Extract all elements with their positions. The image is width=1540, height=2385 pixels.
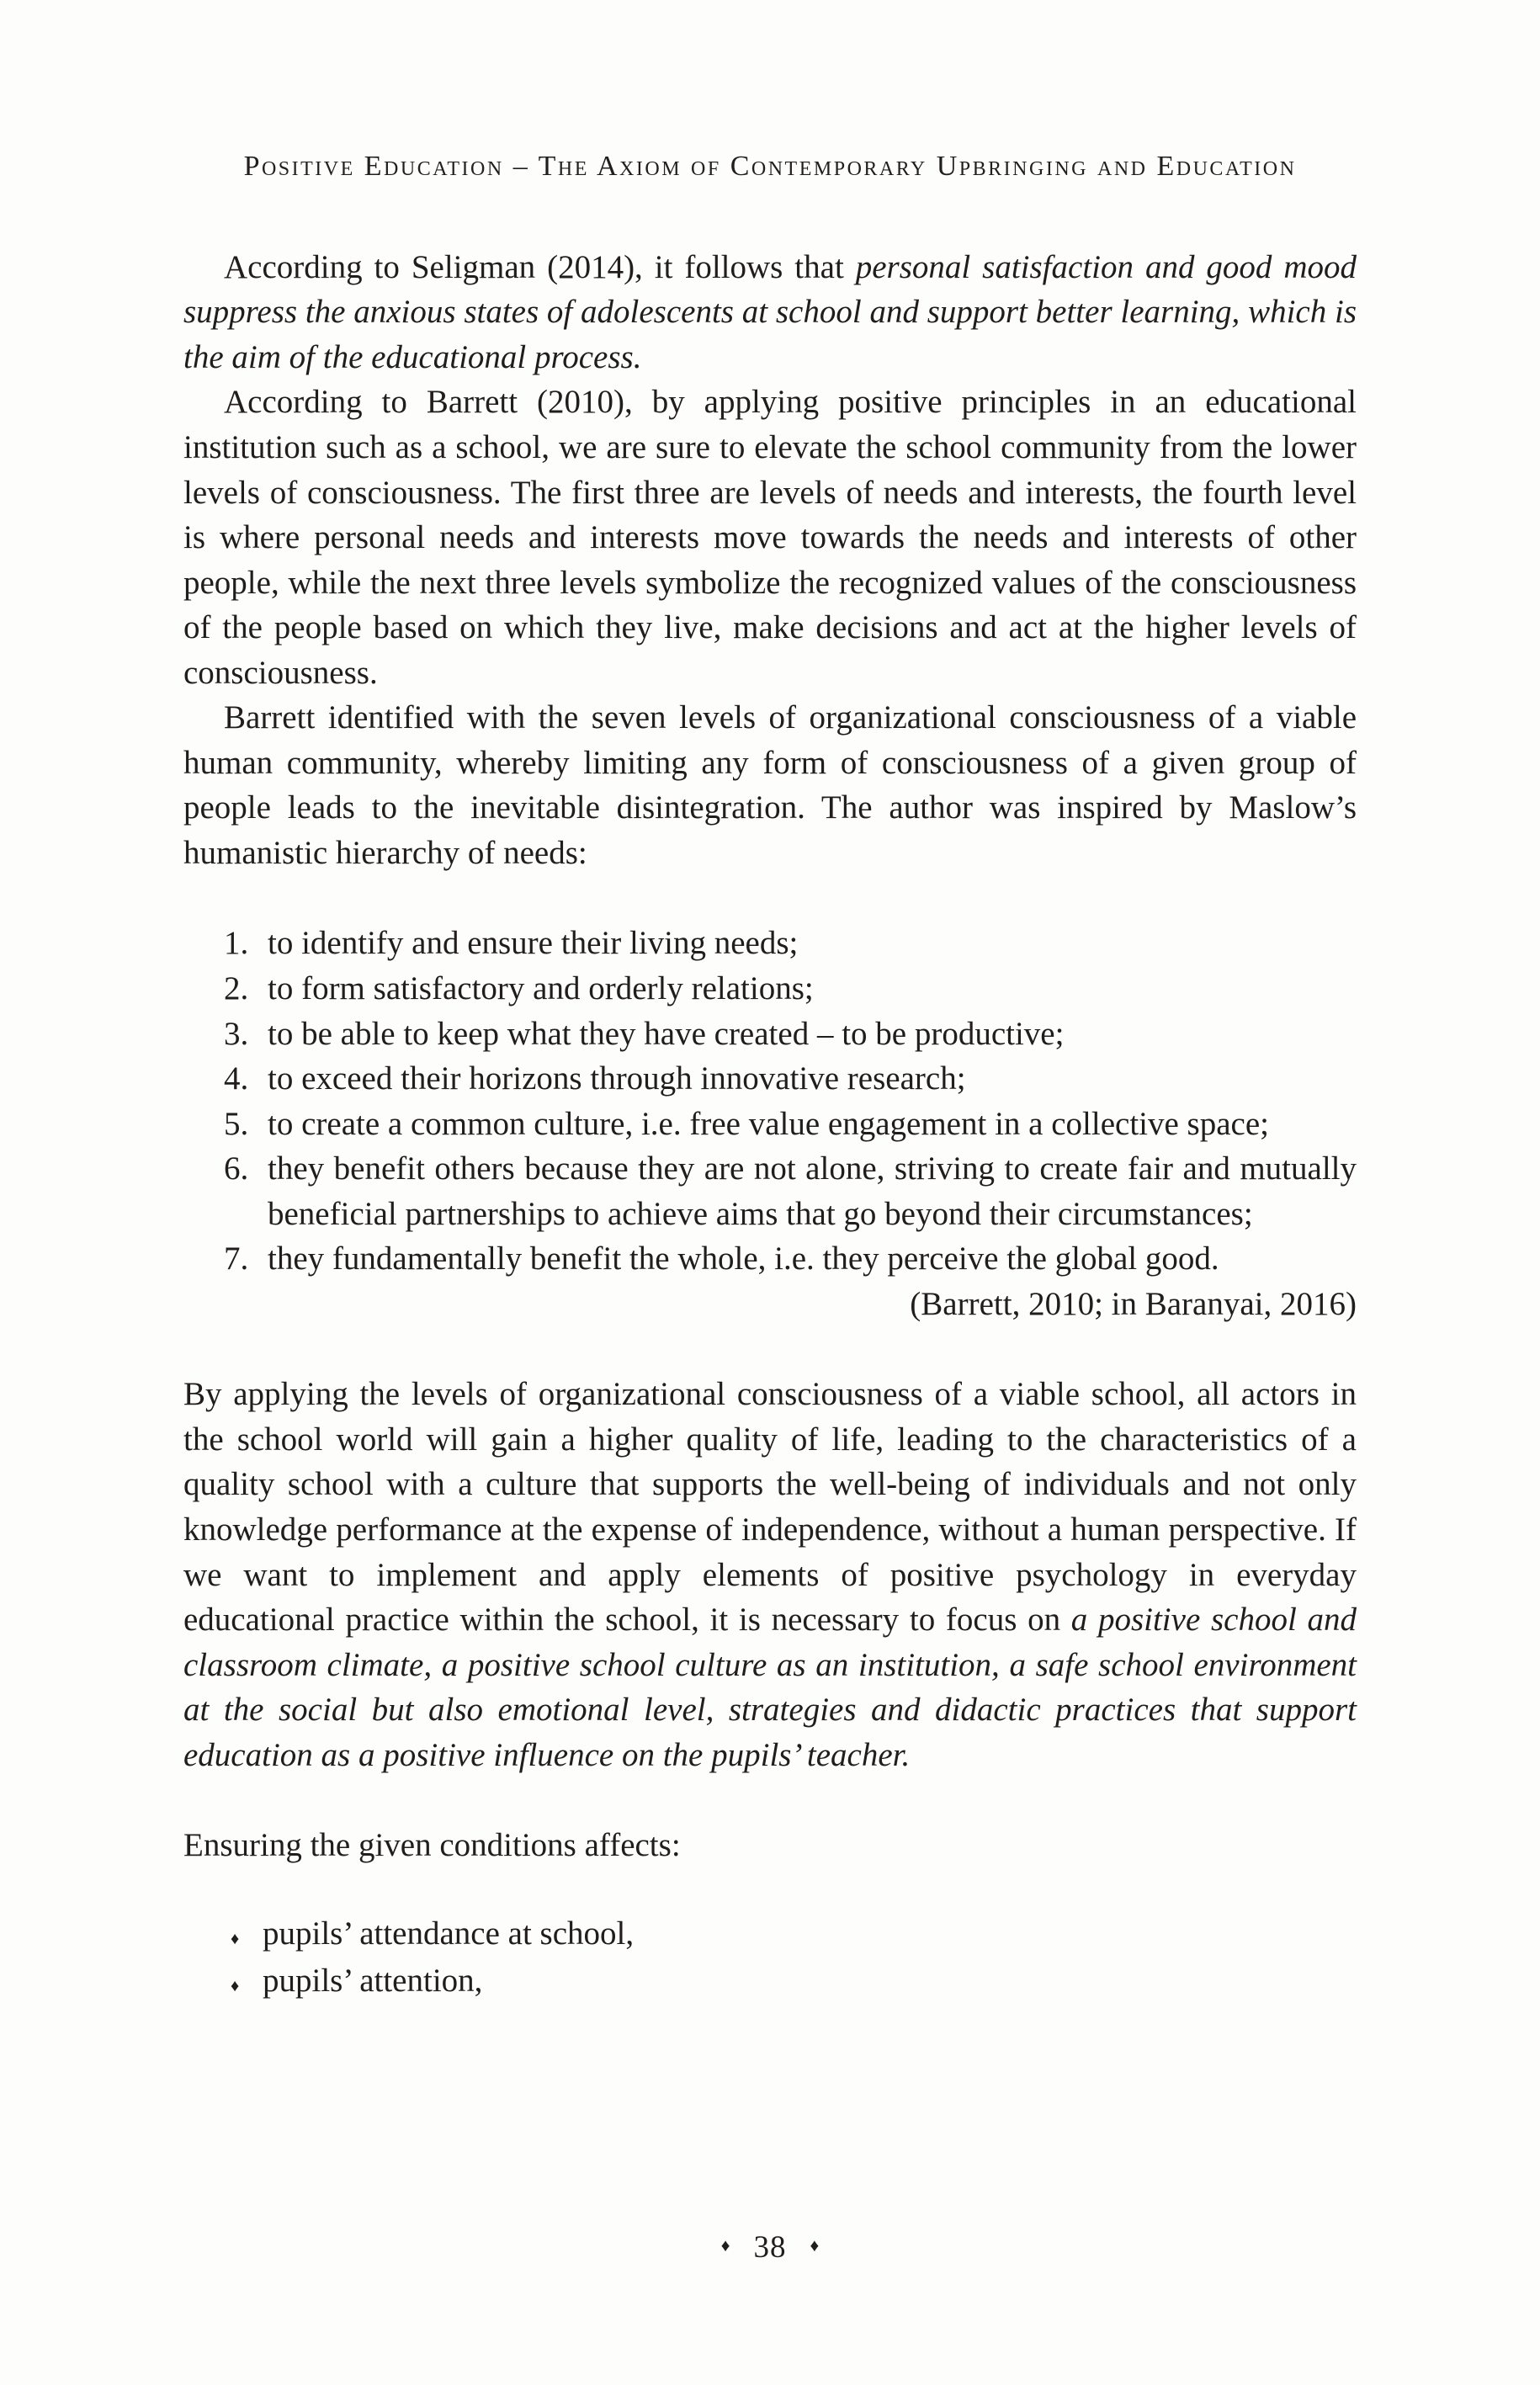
paragraph-barrett-seven-levels: Barrett identified with the seven levels of organizational consciousness of a viable human community, whereby limiting any form of consciousness of a given group of people leads to the inevitable disintegration. The author was inspired by Maslow’s humanistic hierarchy of needs: [183,699,1357,871]
numbered-list [183,921,1357,1281]
bullet-item [183,1910,1357,1958]
list-item-text: they benefit others because they are not alone, striving to create fair and mutually beneficial partnerships to achieve aims that go beyond their circumstances; [268,1150,1357,1232]
list-item-number: 2. [224,970,249,1007]
page-footer [0,2232,1540,2263]
bullet-item [183,1957,1357,2005]
diamond-bullet-icon: ♦ [231,1929,240,1948]
list-item [183,1236,1357,1282]
list-item-text: to create a common culture, i.e. free value engagement in a collective space; [268,1105,1269,1142]
text-run-italic: a positive school and classroom climate, a positive school culture as an institution, a safe school environment at the social but also emotional level, strategies and didactic practices that support education as a positive influence on the pupils’ teacher. [183,1602,1357,1773]
list-item-number: 6. [224,1150,249,1187]
bullet-item-text: pupils’ attendance at school, [263,1915,635,1952]
list-item-text: to be able to keep what they have created – to be productive; [268,1015,1065,1052]
list-item-number: 7. [224,1240,249,1277]
running-title: Positive Education – The Axiom of Contemporary Upbringing and Education [243,151,1297,182]
text-run-italic: personal satisfaction and good mood suppress the anxious states of adolescents at school and support better learning, which is the aim of the educational process. [183,248,1357,375]
list-item-number: 1. [224,925,249,962]
page-number: 38 [753,2230,787,2265]
paragraph-ensuring-conditions: Ensuring the given conditions affects: [183,1827,681,1864]
footer-ornament-left-icon: ♦ [720,2235,730,2255]
running-header [183,150,1357,184]
list-item [183,1146,1357,1236]
footer-ornament-right-icon: ♦ [810,2235,820,2255]
bullet-item-text: pupils’ attention, [263,1963,483,2000]
list-item-text: to identify and ensure their living needs; [268,925,799,962]
list-item-text: to exceed their horizons through innovative research; [268,1060,966,1097]
list-item [183,966,1357,1012]
list-item-number: 4. [224,1060,249,1097]
paragraph-barrett-principles: According to Barrett (2010), by applying positive principles in an educational institution such as a school, we are sure to elevate the school community from the lower levels of consciousness. The first three are levels of needs and interests, the fourth level is where personal needs and interests move towards the needs and interests of other people, while the next three levels symbolize the recognized values of the consciousness of the people based on which they live, make decisions and act at the higher levels of consciousness. [183,384,1357,691]
list-item [183,921,1357,966]
text-run: By applying the levels of organizational consciousness of a viable school, all actors in the school world will gain a higher quality of life, leading to the characteristics of a quality school with a culture that supports the well-being of individuals and not only knowledge performance at the expense of independence, without a human perspective. If we want to implement and apply elements of positive psychology in everyday educational practice within the school, it is necessary to focus on [183,1376,1357,1639]
list-item-number: 5. [224,1105,249,1142]
list-item [183,1012,1357,1057]
diamond-bullet-icon: ♦ [231,1977,240,1996]
bullet-list [183,1910,1357,2005]
citation-line: (Barrett, 2010; in Baranyai, 2016) [910,1285,1357,1322]
text-run: According to Seligman (2014), it follows that [224,248,856,285]
list-item-number: 3. [224,1015,249,1052]
list-item [183,1102,1357,1147]
list-item-text: they fundamentally benefit the whole, i.e. they perceive the global good. [268,1240,1219,1277]
paragraph-by-applying [183,1372,1357,1777]
paragraph-seligman [183,245,1357,380]
list-item [183,1056,1357,1102]
page-body [183,245,1357,2005]
list-item-text: to form satisfactory and orderly relations; [268,970,814,1007]
